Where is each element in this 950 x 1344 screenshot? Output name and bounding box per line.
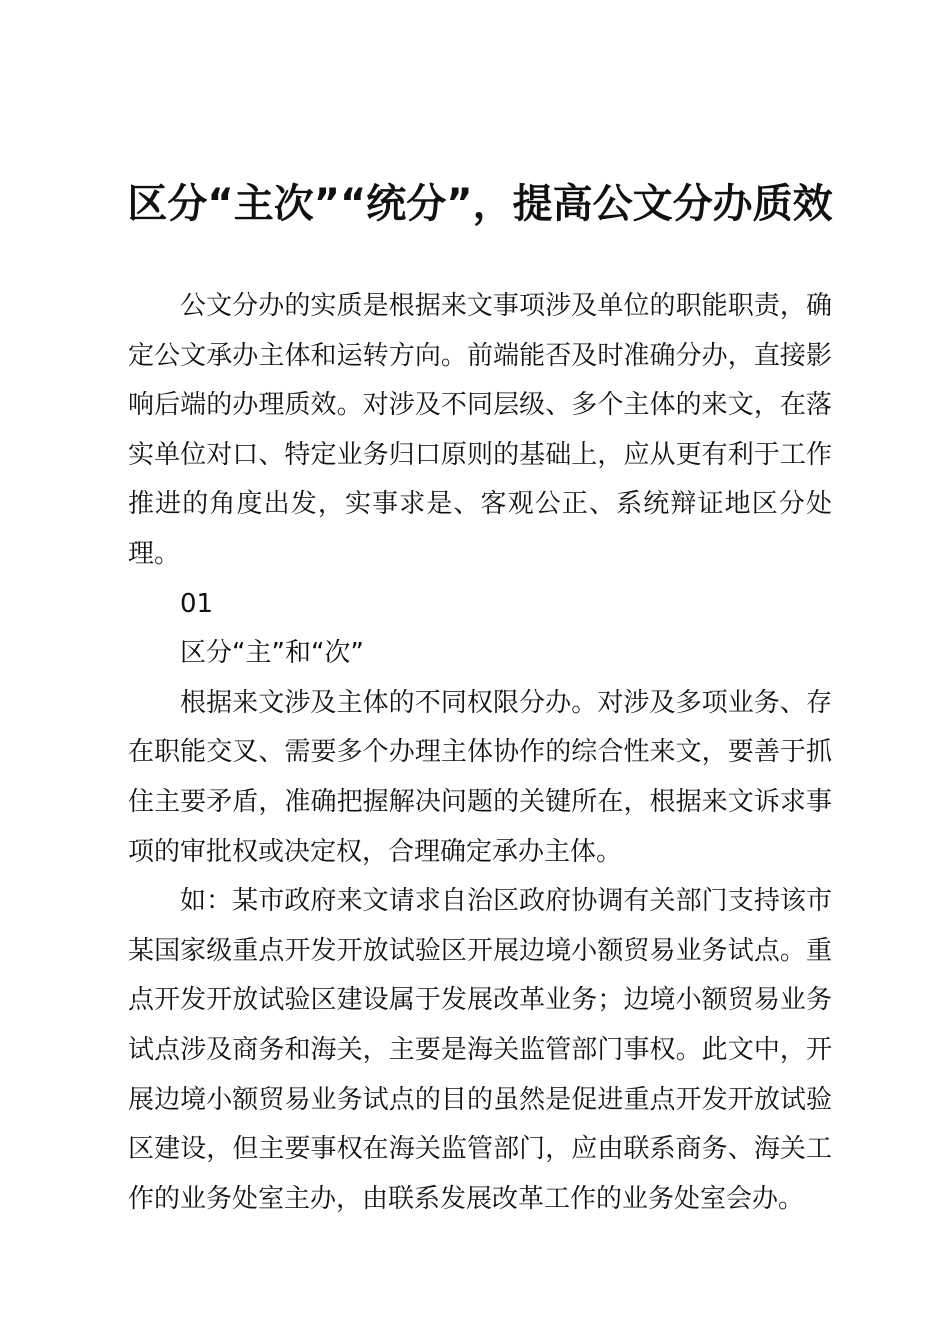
document-title: 区分“主次”“统分”，提高公文分办质效: [127, 181, 833, 227]
paragraph-example: 如：某市政府来文请求自治区政府协调有关部门支持该市某国家级重点开发开放试验区开展边境小额贸易业务试点。重点开发开放试验区建设属于发展改革业务；边境小额贸易业务试点涉及商务和海关，主要是海关监管部门事权。此文中，开展边境小额贸易业务试点的目的虽然是促进重点开发开放试验区建设，但主要事权在海关监管部门，应由联系商务、海关工作的业务处室主办，由联系发展改革工作的业务处室会办。: [128, 886, 832, 1214]
document-body: [128, 282, 832, 1224]
paragraph-principle: 根据来文涉及主体的不同权限分办。对涉及多项业务、存在职能交叉、需要多个办理主体协作的综合性来文，要善于抓住主要矛盾，准确把握解决问题的关键所在，根据来文诉求事项的审批权或决定权，合理确定承办主体。: [128, 687, 832, 867]
paragraph-intro: 公文分办的实质是根据来文事项涉及单位的职能职责，确定公文承办主体和运转方向。前端能否及时准确分办，直接影响后端的办理质效。对涉及不同层级、多个主体的来文，在落实单位对口、特定业务归口原则的基础上，应从更有利于工作推进的角度出发，实事求是、客观公正、系统辩证地区分处理。: [128, 291, 832, 569]
section-number: 01: [180, 588, 214, 619]
section-heading: 区分“主”和“次”: [180, 638, 364, 669]
